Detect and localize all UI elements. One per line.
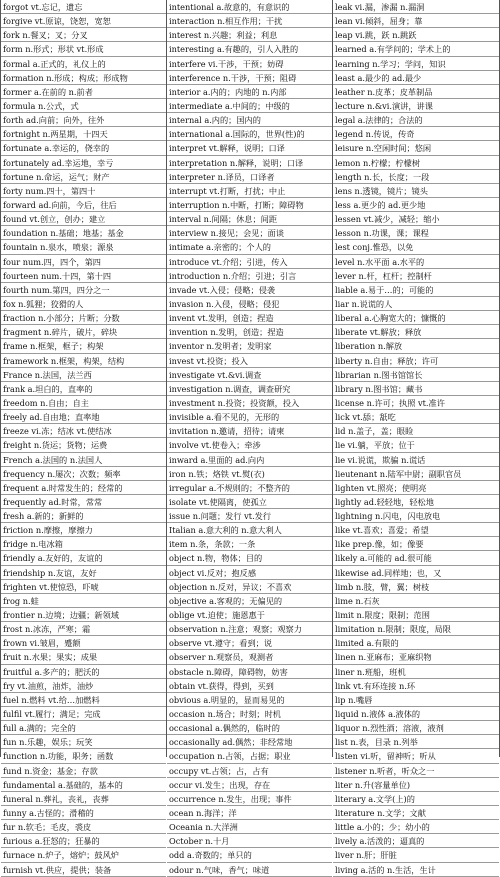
- vocabulary-entry: frequency n.屡次；次数；频率: [1, 467, 166, 481]
- vocabulary-entry: liter n.升(容量单位): [333, 778, 499, 792]
- vocabulary-entry: interview n.接见；会见；面谈: [167, 226, 332, 240]
- vocabulary-entry: fork n.餐叉；叉；分叉: [1, 28, 166, 42]
- vocabulary-entry: fortnight n.两星期，十四天: [1, 127, 166, 141]
- vocabulary-entry: introduction n.介绍；引进；引言: [167, 269, 332, 283]
- vocabulary-entry: observer n.观察员，观测者: [167, 650, 332, 664]
- vocabulary-entry: fortunate a.幸运的，侥幸的: [1, 141, 166, 155]
- vocabulary-entry: inward a.里面的 ad.向内: [167, 453, 332, 467]
- vocabulary-entry: fortunately ad.幸运地，幸亏: [1, 156, 166, 170]
- vocabulary-entry: legend n.传说，传奇: [333, 127, 499, 141]
- vocabulary-entry: formula n.公式，式: [1, 99, 166, 113]
- vocabulary-entry: France n.法国，法兰西: [1, 368, 166, 382]
- vocabulary-entry: Italian a.意大利的 n.意大利人: [167, 523, 332, 537]
- vocabulary-column-2: [166, 0, 332, 875]
- vocabulary-entry: fridge n.电冰箱: [1, 537, 166, 551]
- vocabulary-entry: likely a.可能的 ad.很可能: [333, 551, 499, 565]
- vocabulary-entry: fourth num.第四，四分之一: [1, 283, 166, 297]
- vocabulary-entry: occupation n.占领，占据；职业: [167, 749, 332, 763]
- vocabulary-entry: fulfil vt.履行；满足；完成: [1, 707, 166, 721]
- vocabulary-entry: less a.更少的 ad.更少地: [333, 198, 499, 212]
- vocabulary-entry: form n.形式；形状 vt.形成: [1, 42, 166, 56]
- vocabulary-entry: framework n.框架，构架，结构: [1, 354, 166, 368]
- vocabulary-entry: listener n.听者，听众之一: [333, 764, 499, 778]
- vocabulary-entry: least a.最少的 ad.最少: [333, 71, 499, 85]
- vocabulary-entry: interval n.间隔；休息；间距: [167, 212, 332, 226]
- vocabulary-entry: formal a.正式的，礼仪上的: [1, 57, 166, 71]
- vocabulary-entry: leak vi.漏，渗漏 n.漏洞: [333, 0, 499, 14]
- vocabulary-entry: function n.功能，职务；函数: [1, 749, 166, 763]
- vocabulary-entry: object vi.反对；抱反感: [167, 566, 332, 580]
- vocabulary-entry: lime n.石灰: [333, 594, 499, 608]
- vocabulary-entry: occupy vt.占领；占，占有: [167, 764, 332, 778]
- vocabulary-entry: lid n.盖子，盖；眼睑: [333, 424, 499, 438]
- vocabulary-column-1: [0, 0, 166, 875]
- vocabulary-entry: former a.在前的 n.前者: [1, 85, 166, 99]
- vocabulary-entry: limb n.肢，臂，翼；树枝: [333, 580, 499, 594]
- vocabulary-entry: introduce vt.介绍；引进，传入: [167, 255, 332, 269]
- vocabulary-entry: interference n.干涉，干预；阻碍: [167, 71, 332, 85]
- vocabulary-entry: formation n.形成；构成；形成物: [1, 71, 166, 85]
- vocabulary-entry: odd a.奇数的；单只的: [167, 848, 332, 862]
- vocabulary-entry: living a.活的 n.生活，生计: [333, 863, 499, 877]
- vocabulary-entry: listen vi.听，留神听；听从: [333, 749, 499, 763]
- vocabulary-entry: interesting a.有趣的，引人入胜的: [167, 42, 332, 56]
- vocabulary-entry: lecture n.&vi.演讲，讲课: [333, 99, 499, 113]
- vocabulary-entry: limit n.限度；限制；范围: [333, 608, 499, 622]
- vocabulary-entry: occur vi.发生；出现，存在: [167, 778, 332, 792]
- vocabulary-entry: fraction n.小部分；片断；分数: [1, 311, 166, 325]
- vocabulary-entry: lest conj.惟恐，以免: [333, 240, 499, 254]
- vocabulary-entry: lessen vt.减少，减轻；缩小: [333, 212, 499, 226]
- vocabulary-entry: frequent a.时常发生的；经常的: [1, 481, 166, 495]
- vocabulary-entry: fox n.狐狸；狡猾的人: [1, 297, 166, 311]
- vocabulary-entry: list n.表，目录 n.列举: [333, 735, 499, 749]
- vocabulary-entry: friendship n.友谊，友好: [1, 566, 166, 580]
- vocabulary-entry: lemon n.柠檬；柠檬树: [333, 156, 499, 170]
- vocabulary-entry: linen n.亚麻布；亚麻织物: [333, 650, 499, 664]
- vocabulary-entry: lie vi.说谎，欺骗 n.谎话: [333, 453, 499, 467]
- vocabulary-entry: freight n.货运；货物；运费: [1, 438, 166, 452]
- vocabulary-entry: lip n.嘴唇: [333, 693, 499, 707]
- vocabulary-entry: forth ad.向前；向外，往外: [1, 113, 166, 127]
- vocabulary-entry: leisure n.空闲时间；悠闲: [333, 141, 499, 155]
- vocabulary-entry: lively a.活泼的；逼真的: [333, 834, 499, 848]
- vocabulary-entry: foundation n.基础；地基；基金: [1, 226, 166, 240]
- vocabulary-entry: invade vt.入侵；侵略；侵袭: [167, 283, 332, 297]
- vocabulary-entry: issue n.问题；发行 vt.发行: [167, 509, 332, 523]
- vocabulary-entry: fuel n.燃料 vt.给…加燃料: [1, 693, 166, 707]
- vocabulary-entry: fur n.软毛；毛皮，裘皮: [1, 820, 166, 834]
- vocabulary-entry: invitation n.邀请，招待；请柬: [167, 424, 332, 438]
- vocabulary-entry: librarian n.图书馆馆长: [333, 368, 499, 382]
- vocabulary-entry: liquid n.液体 a.液体的: [333, 707, 499, 721]
- vocabulary-entry: occasionally ad.偶然；非经常地: [167, 735, 332, 749]
- vocabulary-entry: library n.图书馆；藏书: [333, 382, 499, 396]
- vocabulary-entry: October n.十月: [167, 834, 332, 848]
- vocabulary-entry: internal a.内的；国内的: [167, 113, 332, 127]
- vocabulary-entry: fun n.乐趣，娱乐；玩笑: [1, 735, 166, 749]
- vocabulary-entry: fruitful a.多产的；肥沃的: [1, 665, 166, 679]
- vocabulary-entry: learned a.有学问的；学术上的: [333, 42, 499, 56]
- vocabulary-entry: like prep.像，如；像要: [333, 537, 499, 551]
- vocabulary-entry: involve vt.使卷入；牵涉: [167, 438, 332, 452]
- vocabulary-entry: interpreter n.译员，口译者: [167, 170, 332, 184]
- vocabulary-entry: forgive vt.原谅，饶恕，宽恕: [1, 14, 166, 28]
- vocabulary-entry: occurrence n.发生，出现；事件: [167, 792, 332, 806]
- vocabulary-entry: isolate vt.使隔离，使孤立: [167, 495, 332, 509]
- vocabulary-entry: interfere vi.干涉，干预；妨碍: [167, 57, 332, 71]
- vocabulary-entry: interest n.兴趣；利益；利息: [167, 28, 332, 42]
- vocabulary-entry: invasion n.入侵，侵略；侵犯: [167, 297, 332, 311]
- vocabulary-entry: lesson n.功课，课；课程: [333, 226, 499, 240]
- vocabulary-entry: leather n.皮革；皮革制品: [333, 85, 499, 99]
- vocabulary-entry: little a.小的；少；幼小的: [333, 820, 499, 834]
- vocabulary-entry: oblige vt.迫使；施恩惠于: [167, 608, 332, 622]
- vocabulary-entry: frown vi.皱眉，蹙额: [1, 636, 166, 650]
- vocabulary-entry: object n.物，物体；目的: [167, 551, 332, 565]
- vocabulary-entry: frost n.冰冻，严寒；霜: [1, 622, 166, 636]
- vocabulary-entry: liberty n.自由；释放；许可: [333, 354, 499, 368]
- vocabulary-entry: inventor n.发明者；发明家: [167, 339, 332, 353]
- vocabulary-entry: literature n.文学；文献: [333, 806, 499, 820]
- vocabulary-entry: Oceania n.大洋洲: [167, 820, 332, 834]
- vocabulary-entry: leap vi.跳，跃 n.跳跃: [333, 28, 499, 42]
- vocabulary-entry: observe vt.遵守；看到；说: [167, 636, 332, 650]
- vocabulary-entry: limitation n.限制；限度，局限: [333, 622, 499, 636]
- vocabulary-entry: lightning n.闪电，闪电放电: [333, 509, 499, 523]
- vocabulary-entry: fruit n.水果；果实；成果: [1, 650, 166, 664]
- vocabulary-entry: invention n.发明，创造；捏造: [167, 325, 332, 339]
- vocabulary-entry: license n.许可；执照 vt.准许: [333, 396, 499, 410]
- vocabulary-entry: liver n.肝；肝脏: [333, 848, 499, 862]
- vocabulary-entry: irregular a.不规则的；不整齐的: [167, 481, 332, 495]
- vocabulary-entry: furnish vt.供应，提供；装备: [1, 863, 166, 877]
- vocabulary-entry: invest vt.投资；投入: [167, 354, 332, 368]
- vocabulary-entry: objective a.客观的；无偏见的: [167, 594, 332, 608]
- vocabulary-entry: interpretation n.解释，说明；口译: [167, 156, 332, 170]
- vocabulary-entry: lean vi.倾斜，屈身；靠: [333, 14, 499, 28]
- vocabulary-entry: fry vt.油煎，油炸，油炒: [1, 679, 166, 693]
- vocabulary-entry: ocean n.海洋；洋: [167, 806, 332, 820]
- vocabulary-entry: liberation n.解放: [333, 339, 499, 353]
- vocabulary-entry: intimate a.亲密的；个人的: [167, 240, 332, 254]
- vocabulary-entry: fourteen num.十四，第十四: [1, 269, 166, 283]
- vocabulary-entry: like vt.喜欢；喜爱；希望: [333, 523, 499, 537]
- vocabulary-entry: frog n.蛙: [1, 594, 166, 608]
- vocabulary-entry: objection n.反对，异议；不喜欢: [167, 580, 332, 594]
- vocabulary-entry: frequently ad.时常，常常: [1, 495, 166, 509]
- vocabulary-entry: likewise ad.同样地；也，又: [333, 566, 499, 580]
- vocabulary-entry: occasion n.场合；时刻；时机: [167, 707, 332, 721]
- vocabulary-entry: forgot vt.忘记，遗忘: [1, 0, 166, 14]
- vocabulary-entry: four num.四，四个，第四: [1, 255, 166, 269]
- vocabulary-column-3: [332, 0, 500, 875]
- vocabulary-entry: fragment n.碎片，破片，碎块: [1, 325, 166, 339]
- vocabulary-entry: interior a.内的；内地的 n.内部: [167, 85, 332, 99]
- vocabulary-entry: forty num.四十，第四十: [1, 184, 166, 198]
- vocabulary-entry: iron n.铁；烙铁 vt.熨(衣): [167, 467, 332, 481]
- vocabulary-entry: fresh a.新的；新鲜的: [1, 509, 166, 523]
- vocabulary-entry: lightly ad.轻轻地，轻松地: [333, 495, 499, 509]
- vocabulary-entry: fund n.资金；基金；存款: [1, 764, 166, 778]
- vocabulary-entry: link vt.有环连接 n.环: [333, 679, 499, 693]
- vocabulary-entry: freeze vi.冻；结冰 vt.使结冰: [1, 424, 166, 438]
- vocabulary-entry: obtain vt.获得，得到，买到: [167, 679, 332, 693]
- vocabulary-entry: freely ad.自由地；直率地: [1, 410, 166, 424]
- vocabulary-entry: frank a.坦白的，直率的: [1, 382, 166, 396]
- vocabulary-entry: lens n.透镜，镜片；镜头: [333, 184, 499, 198]
- vocabulary-entry: funeral n.葬礼，丧礼，丧葬: [1, 792, 166, 806]
- vocabulary-entry: liberal a.心胸宽大的；慷慨的: [333, 311, 499, 325]
- vocabulary-entry: obvious a.明显的，显而易见的: [167, 693, 332, 707]
- vocabulary-entry: fountain n.泉水，喷泉；源泉: [1, 240, 166, 254]
- vocabulary-entry: invent vt.发明，创造；捏造: [167, 311, 332, 325]
- vocabulary-entry: furious a.狂怒的；狂暴的: [1, 834, 166, 848]
- vocabulary-entry: fundamental a.基础的，基本的: [1, 778, 166, 792]
- vocabulary-entry: intentional a.故意的，有意识的: [167, 0, 332, 14]
- vocabulary-entry: freedom n.自由；自主: [1, 396, 166, 410]
- vocabulary-entry: frame n.框架，框子；构架: [1, 339, 166, 353]
- vocabulary-entry: full a.满的；完全的: [1, 721, 166, 735]
- vocabulary-entry: lever n.杆，杠杆；控制杆: [333, 269, 499, 283]
- vocabulary-entry: interruption n.中断，打断；障碍物: [167, 198, 332, 212]
- vocabulary-entry: investment n.投资；投资额，投入: [167, 396, 332, 410]
- vocabulary-entry: friction n.摩擦，摩擦力: [1, 523, 166, 537]
- vocabulary-entry: interrupt vt.打断，打扰；中止: [167, 184, 332, 198]
- vocabulary-entry: forward ad.向前，今后，往后: [1, 198, 166, 212]
- vocabulary-entry: international a.国际的，世界(性)的: [167, 127, 332, 141]
- vocabulary-entry: found vt.创立，创办；建立: [1, 212, 166, 226]
- vocabulary-entry: length n.长，长度；一段: [333, 170, 499, 184]
- vocabulary-entry: frontier n.边境；边疆；新领域: [1, 608, 166, 622]
- vocabulary-entry: liable a.易于…的；可能的: [333, 283, 499, 297]
- vocabulary-entry: lie vi.躺，平放；位于: [333, 438, 499, 452]
- vocabulary-entry: legal a.法律的；合法的: [333, 113, 499, 127]
- vocabulary-entry: item n.条，条款；一条: [167, 537, 332, 551]
- vocabulary-entry: level n.水平面 a.水平的: [333, 255, 499, 269]
- vocabulary-entry: observation n.注意；观察；观察力: [167, 622, 332, 636]
- vocabulary-entry: investigation n.调查，调查研究: [167, 382, 332, 396]
- vocabulary-entry: furnace n.炉子，熔炉；鼓风炉: [1, 848, 166, 862]
- vocabulary-entry: fortune n.命运，运气；财产: [1, 170, 166, 184]
- vocabulary-entry: odour n.气味，香气；味道: [167, 863, 332, 877]
- vocabulary-entry: liar n.说谎的人: [333, 297, 499, 311]
- vocabulary-entry: invisible a.看不见的，无形的: [167, 410, 332, 424]
- vocabulary-entry: obstacle n.障碍，障碍物，妨害: [167, 665, 332, 679]
- vocabulary-entry: limited a.有限的: [333, 636, 499, 650]
- vocabulary-entry: lieutenant n.陆军中尉；副职官员: [333, 467, 499, 481]
- vocabulary-entry: occasional a.偶然的，临时的: [167, 721, 332, 735]
- vocabulary-entry: funny a.古怪的；滑稽的: [1, 806, 166, 820]
- vocabulary-entry: liner n.班船，班机: [333, 665, 499, 679]
- vocabulary-entry: investigate vt.&vi.调查: [167, 368, 332, 382]
- vocabulary-entry: learning n.学习；学问，知识: [333, 57, 499, 71]
- vocabulary-entry: friendly a.友好的，友谊的: [1, 551, 166, 565]
- vocabulary-entry: French a.法国的 n.法国人: [1, 453, 166, 467]
- vocabulary-entry: frighten vt.使惊恐，吓唬: [1, 580, 166, 594]
- vocabulary-entry: interpret vt.解释，说明；口译: [167, 141, 332, 155]
- vocabulary-entry: interaction n.相互作用；干扰: [167, 14, 332, 28]
- vocabulary-entry: intermediate a.中间的；中级的: [167, 99, 332, 113]
- vocabulary-entry: liberate vt.解放；释放: [333, 325, 499, 339]
- vocabulary-entry: lick vt.舔；舐吃: [333, 410, 499, 424]
- vocabulary-entry: liquor n.烈性酒；溶液，液剂: [333, 721, 499, 735]
- vocabulary-entry: literary a.文学(上)的: [333, 792, 499, 806]
- vocabulary-entry: lighten vt.照亮；使明亮: [333, 481, 499, 495]
